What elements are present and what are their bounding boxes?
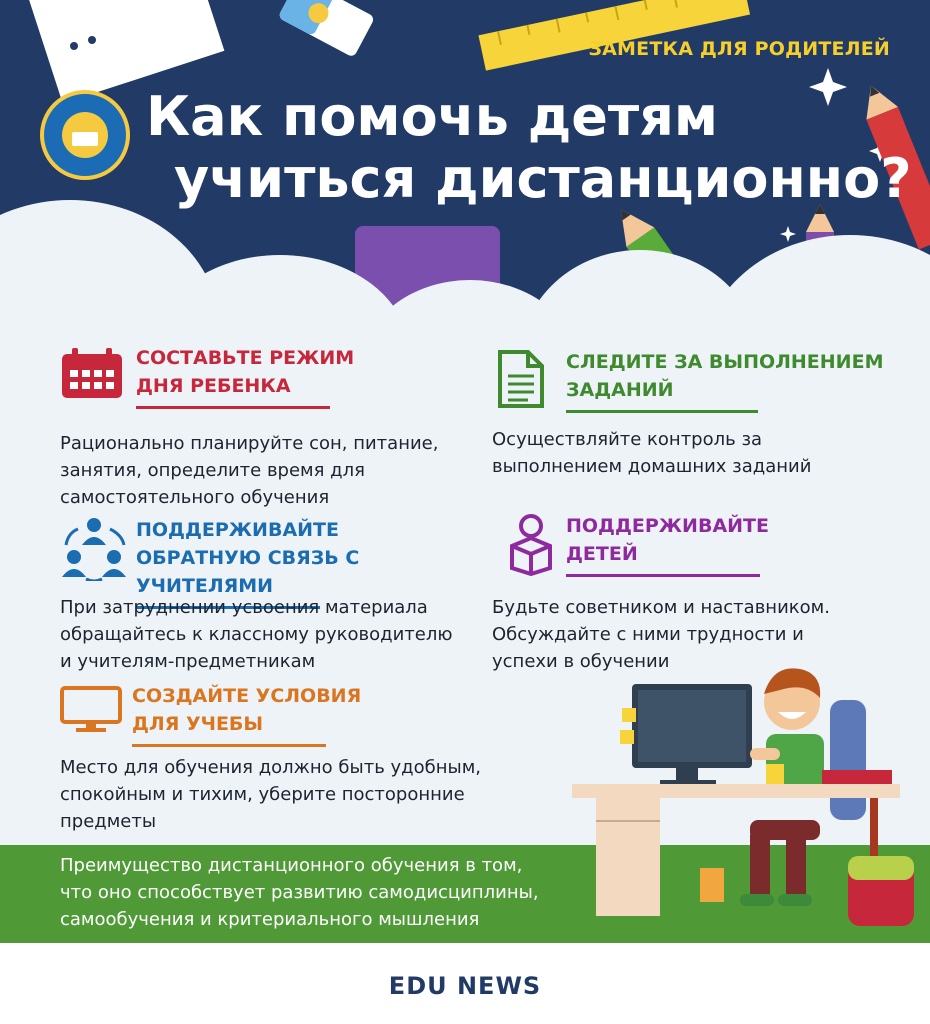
section-heading-line: ДЛЯ УЧЕБЫ	[132, 713, 264, 735]
section-schedule	[136, 344, 456, 409]
section-heading-line: СОЗДАЙТЕ УСЛОВИЯ	[132, 685, 362, 707]
section-schedule-body	[60, 430, 480, 511]
person-box-icon	[508, 514, 554, 576]
section-tasks	[566, 348, 906, 413]
section-body-line: спокойным и тихим, уберите посторонние	[60, 784, 465, 805]
computer-monitor-icon	[632, 684, 752, 786]
summary-text	[60, 852, 600, 933]
section-heading-line: ЗАДАНИЙ	[566, 379, 674, 401]
page-title-line1: Как помочь детям	[146, 85, 719, 148]
section-body-line: успехи в обучении	[492, 651, 670, 672]
section-body-line: Будьте советником и наставником.	[492, 597, 830, 618]
section-body-line: выполнением домашних заданий	[492, 456, 812, 477]
student-at-desk-illustration	[560, 660, 930, 940]
section-tasks-body	[492, 426, 912, 480]
section-body-line: предметы	[60, 811, 157, 832]
section-body-line: занятия, определите время для	[60, 460, 365, 481]
section-heading-line: СОСТАВЬТЕ РЕЖИМ	[136, 347, 355, 369]
section-body-line: и учителям-предметникам	[60, 651, 316, 672]
section-underline	[132, 744, 326, 747]
section-body-line: Осуществляйте контроль за	[492, 429, 763, 450]
section-body-line: При затруднении усвоения материала	[60, 597, 428, 618]
section-body-line: Рационально планируйте сон, питание,	[60, 433, 439, 454]
summary-line: Преимущество дистанционного обучения в том,	[60, 855, 523, 876]
section-body-line: Место для обучения должно быть удобным,	[60, 757, 482, 778]
section-underline	[136, 406, 330, 409]
calendar-icon	[60, 348, 124, 400]
section-heading-line: ПОДДЕРЖИВАЙТЕ	[566, 515, 769, 537]
section-heading-line: ДЕТЕЙ	[566, 543, 638, 565]
section-heading-line: ДНЯ РЕБЕНКА	[136, 375, 291, 397]
section-conditions-body	[60, 754, 490, 835]
summary-line: что оно способствует развитию самодисциплины,	[60, 882, 539, 903]
people-cycle-icon	[60, 515, 128, 581]
section-body-line: самостоятельного обучения	[60, 487, 330, 508]
section-heading-line: ОБРАТНУЮ СВЯЗЬ С УЧИТЕЛЯМИ	[136, 547, 360, 597]
monitor-icon	[60, 686, 122, 734]
summary-line: самообучения и критериального мышления	[60, 909, 480, 930]
parents-note-label: ЗАМЕТКА ДЛЯ РОДИТЕЛЕЙ	[588, 38, 890, 60]
page-title-line2: учиться дистанционно?	[174, 147, 912, 210]
eraser-icon	[278, 0, 376, 58]
section-underline	[566, 574, 760, 577]
ruler-icon	[478, 0, 750, 71]
section-heading-line: СЛЕДИТЕ ЗА ВЫПОЛНЕНИЕМ	[566, 351, 884, 373]
brand-label: EDU NEWS	[388, 972, 542, 1000]
ministry-emblem-icon	[40, 90, 130, 180]
section-conditions	[132, 682, 452, 747]
section-feedback-body	[60, 594, 490, 675]
section-body-line: Обсуждайте с ними трудности и	[492, 624, 804, 645]
section-support	[566, 512, 896, 577]
document-icon	[498, 350, 544, 408]
section-body-line: обращайтесь к классному руководителю	[60, 624, 453, 645]
section-underline	[566, 410, 758, 413]
section-heading-line: ПОДДЕРЖИВАЙТЕ	[136, 519, 339, 541]
